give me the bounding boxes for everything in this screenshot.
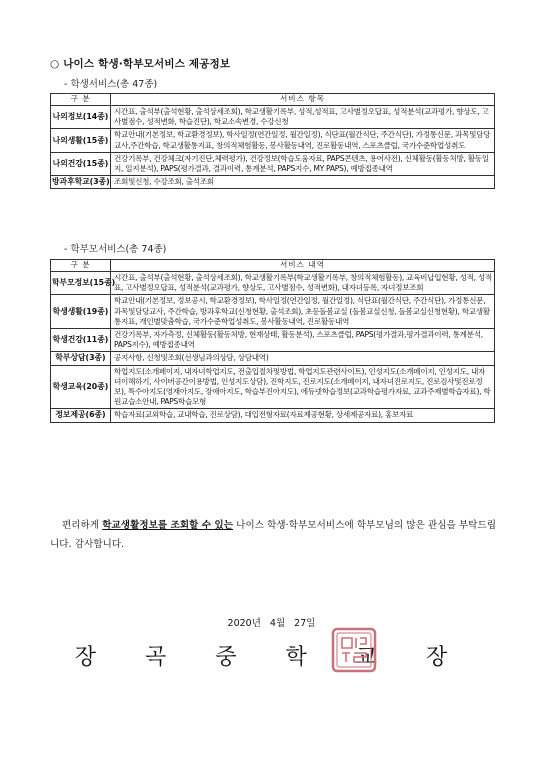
- row-service-items: 조회및신청, 수강조회, 출석조회: [111, 176, 495, 189]
- row-category: 나의정보(14종): [51, 106, 111, 129]
- parent-rows: [51, 272, 495, 423]
- student-service-table: [50, 93, 495, 189]
- row-service-items: 학교안내(기본정보, 정보공시, 학교환경정보), 학사일정(연간일정, 월간일정), 식단표(월간식단, 주간식단), 가정통신문, 과목및담당교사, 주간학습, 방과후학교(신청현황, 출석조회), 초등돌봄교실 (돌봄교실신청, 돌봄교실신청현황), 학교생활통지표, 개인별맞춤학습, 국가수준학업성취도, 봉사활동내역, 진로활동내역: [111, 295, 495, 329]
- closing-paragraph: [50, 516, 500, 554]
- table-row: [51, 365, 495, 409]
- closing-text-emphasis: 학교생활정보를 조회할 수 있는: [102, 520, 234, 531]
- row-category: 학생생활(19종): [51, 295, 111, 329]
- school-principal-name: 장 곡 중 학 교 장: [74, 645, 469, 670]
- parent-col-items-header: 서비스 내역: [111, 260, 495, 272]
- table-row: [51, 409, 495, 422]
- row-service-items: 학습자료(교외학습, 교내학습, 진로상담), 대입전형자료(자료제공현황, 상세제공자료), 홍보자료: [111, 409, 495, 422]
- student-col-items-header: 서비스 항목: [111, 94, 495, 106]
- table-row: [51, 176, 495, 189]
- section-heading: ○ 나이스 학생·학부모서비스 제공정보: [50, 58, 231, 70]
- parent-service-table: [50, 259, 495, 423]
- row-category: 나의건강(15종): [51, 152, 111, 175]
- row-category: 정보제공(6종): [51, 409, 111, 422]
- table-row: [51, 295, 495, 329]
- row-category: 학생건강(11종): [51, 329, 111, 352]
- row-category: 나의생활(15종): [51, 129, 111, 152]
- official-seal-stamp: [330, 626, 378, 674]
- row-service-items: 건강기록부, 자가측정, 신체활동(활동처방, 현재상태, 활동분석), 스포츠클럽, PAPS(평가결과,평가결과이력, 통계분석, PAPS지수), 예방접종내역: [111, 329, 495, 352]
- parent-service-subhead: - 학부모서비스(총 74종): [64, 244, 167, 255]
- row-service-items: 공지사항, 신청및조회(선생님과의상담, 상담내역): [111, 352, 495, 365]
- table-row: [51, 152, 495, 175]
- row-service-items: 학업지도(소개페이지, 내자녀학업지도, 전출입절차및방법, 학업지도관련사이트), 인성지도(소개페이지, 인성지도, 내자녀이해하기, 사이버공간이용방법, 인성지도상담), 진학지도, 진로지도(소개페이지, 내자녀진로지도, 진로검사및진로정보), 특수아지도(영재아지도, 장애아지도, 학습부진아지도), 에듀넷학습정보(교과학습평가자료, 교과주제별학습자료), 학원교습소안내, PAPS학습모형: [111, 365, 495, 409]
- row-service-items: 학교안내(기본정보, 학교환경정보), 학사일정(연간일정, 월간일정), 식단표(월간식단, 주간식단), 가정통신문, 과목및담당교사,주간학습, 학교생활통지표, 창의적체험활동, 봉사활동내역, 진로활동내역, 스포츠클럽, 국가수준학업성취도: [111, 129, 495, 152]
- row-category: 학부상담(3종): [51, 352, 111, 365]
- table-row: [51, 272, 495, 295]
- table-row: [51, 352, 495, 365]
- student-service-subhead: - 학생서비스(총 47종): [64, 79, 158, 90]
- closing-text-post: 나이스 학생·학부모서비스에 학부모님의 많은 관심을 부탁드립니다. 감사합니다.: [50, 520, 497, 550]
- parent-col-category-header: 구 분: [51, 260, 111, 272]
- seal-glyph-marks: [342, 638, 366, 662]
- student-col-category-header: 구 분: [51, 94, 111, 106]
- table-row: [51, 329, 495, 352]
- seal-border: [333, 629, 375, 671]
- row-service-items: 시간표, 출석부(출석현황, 출석상세조회), 학교생활기록부(학교생활기록부, 창의적체험활동), 교육비납입현황, 성적, 성적표, 고사별정오답표, 성적분석(교과평가, 향상도, 고사별점수, 성적변화), 내자녀등록, 자녀정보조회: [111, 272, 495, 295]
- row-service-items: 시간표, 출석부(출석현황, 출석상세조회), 학교생활기록부, 성적,성적표, 고사별정오답표, 성적분석(교과평가, 향상도, 고사별점수, 성적변화, 학습진단), 학교소속변경, 수강신청: [111, 106, 495, 129]
- row-service-items: 건강기록부, 건강체크(자기진단,체력평가), 건강정보(학습도움자료, PAPS콘텐츠, 용어사전), 신체활동(활동처방, 활동일지, 일지분석), PAPS(평가결과, 결과이력, 통계분석, PAPS지수, MY PAPS), 예방접종내역: [111, 152, 495, 175]
- closing-text-pre: 편리하게: [62, 520, 103, 531]
- student-rows: [51, 106, 495, 189]
- table-row: [51, 129, 495, 152]
- table-row: [51, 106, 495, 129]
- row-category: 학부모정보(15종): [51, 272, 111, 295]
- row-category: 학생교육(20종): [51, 365, 111, 409]
- document-date: 2020년 4월 27일: [227, 618, 316, 629]
- row-category: 방과후학교(3종): [51, 176, 111, 189]
